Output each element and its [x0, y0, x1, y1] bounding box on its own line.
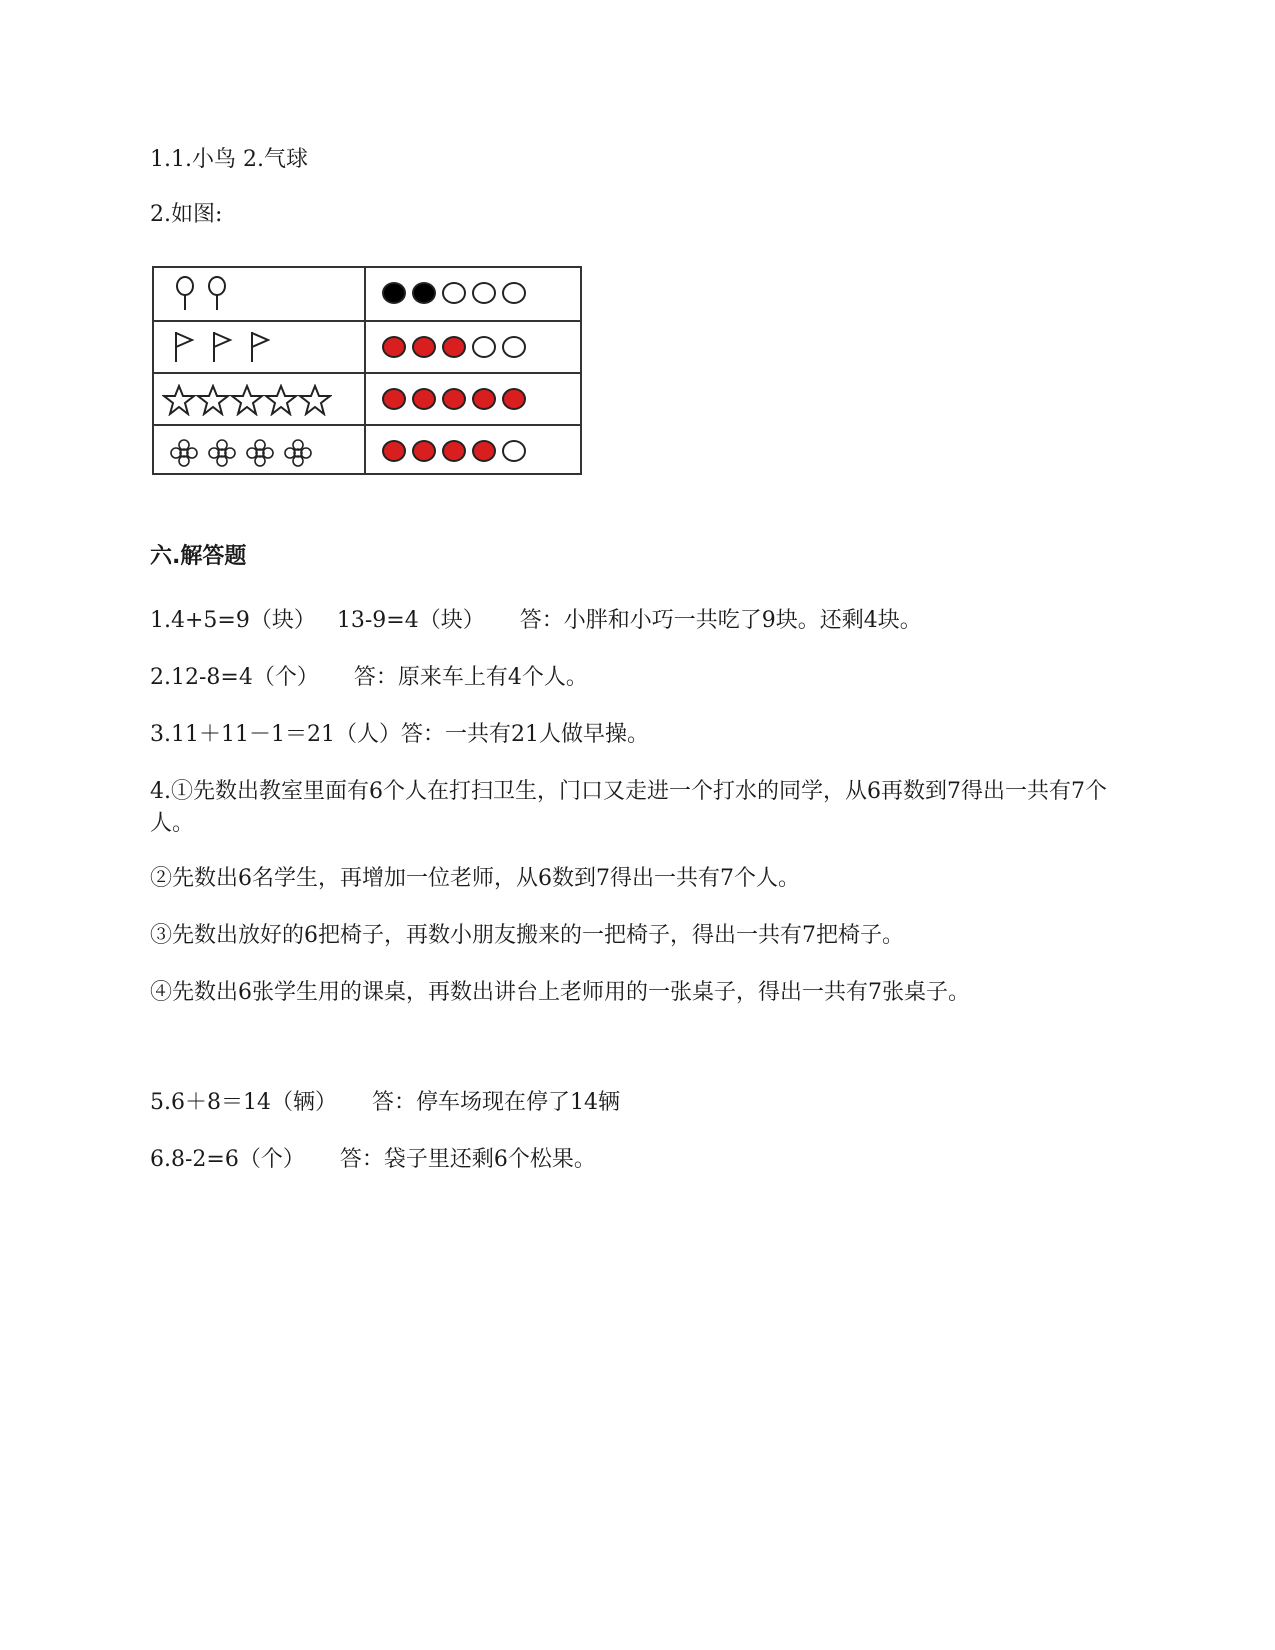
section-heading: 六.解答题 — [150, 544, 247, 569]
problem-1-eq-b: 13-9=4（块） — [336, 608, 485, 633]
flag-icon — [210, 330, 234, 364]
filled-circle — [382, 440, 406, 462]
problem-4-step-1: 4.①先数出教室里面有6个人在打扫卫生，门口又走进一个打水的同学，从6再数到7得出一共有7个人。 — [150, 779, 1107, 836]
filled-circle — [412, 440, 436, 462]
problem-4-step-4: ④先数出6张学生用的课桌，再数出讲台上老师用的一张桌子，得出一共有7张桌子。 — [150, 980, 970, 1005]
star-icon — [230, 384, 264, 416]
problem-6-eq: 6.8-2=6（个） — [150, 1147, 305, 1172]
filled-circle — [412, 282, 436, 304]
flag-icons — [160, 322, 360, 372]
answer-line-1: 1.1.小鸟 2.气球 — [150, 147, 308, 172]
problem-6-answer: 答：袋子里还剩6个松果。 — [339, 1147, 596, 1172]
answer-line-2: 2.如图: — [150, 202, 223, 227]
figure-row-balloons — [154, 268, 580, 320]
filled-circle — [472, 440, 496, 462]
star-icon — [264, 384, 298, 416]
filled-circle — [382, 282, 406, 304]
empty-circle — [502, 282, 526, 304]
empty-circle — [502, 440, 526, 462]
balloon-icon — [174, 276, 196, 312]
filled-circle — [382, 336, 406, 358]
flower-icons — [160, 426, 360, 476]
problem-3: 3.11＋11－1＝21（人）答：一共有21人做早操。 — [150, 722, 649, 747]
flower-icon — [168, 438, 200, 468]
flower-icon — [206, 438, 238, 468]
flag-icon — [172, 330, 196, 364]
empty-circle — [502, 336, 526, 358]
problem-2 — [150, 662, 588, 694]
problem-4-step-3: ③先数出放好的6把椅子，再数小朋友搬来的一把椅子，得出一共有7把椅子。 — [150, 923, 904, 948]
empty-circle — [472, 282, 496, 304]
filled-circle — [442, 388, 466, 410]
filled-circle — [412, 336, 436, 358]
circle-row — [382, 322, 572, 372]
star-icon — [196, 384, 230, 416]
star-icons — [160, 374, 360, 424]
counting-figure — [152, 266, 582, 475]
circle-row — [382, 268, 572, 318]
problem-1-answer: 答：小胖和小巧一共吃了9块。还剩4块。 — [519, 608, 922, 633]
flower-icon — [244, 438, 276, 468]
problem-1 — [150, 605, 922, 637]
flag-icon — [248, 330, 272, 364]
filled-circle — [442, 440, 466, 462]
problem-6 — [150, 1144, 596, 1176]
problem-5-answer: 答：停车场现在停了14辆 — [371, 1090, 620, 1115]
empty-circle — [442, 282, 466, 304]
figure-row-flowers — [154, 424, 580, 478]
circle-row — [382, 426, 572, 476]
filled-circle — [472, 388, 496, 410]
star-icon — [298, 384, 332, 416]
problem-4-step-2: ②先数出6名学生，再增加一位老师，从6数到7得出一共有7个人。 — [150, 866, 800, 891]
problem-5-eq: 5.6＋8＝14（辆） — [150, 1090, 337, 1115]
problem-2-answer: 答：原来车上有4个人。 — [353, 665, 588, 690]
balloon-icon — [206, 276, 228, 312]
figure-row-stars — [154, 372, 580, 426]
filled-circle — [412, 388, 436, 410]
empty-circle — [472, 336, 496, 358]
figure-row-flags — [154, 320, 580, 374]
filled-circle — [442, 336, 466, 358]
problem-2-eq: 2.12-8=4（个） — [150, 665, 319, 690]
circle-row — [382, 374, 572, 424]
filled-circle — [502, 388, 526, 410]
flower-icon — [282, 438, 314, 468]
balloon-icons — [160, 268, 360, 318]
problem-5 — [150, 1087, 620, 1119]
problem-1-eq-a: 1.4+5=9（块） — [150, 608, 316, 633]
filled-circle — [382, 388, 406, 410]
star-icon — [162, 384, 196, 416]
